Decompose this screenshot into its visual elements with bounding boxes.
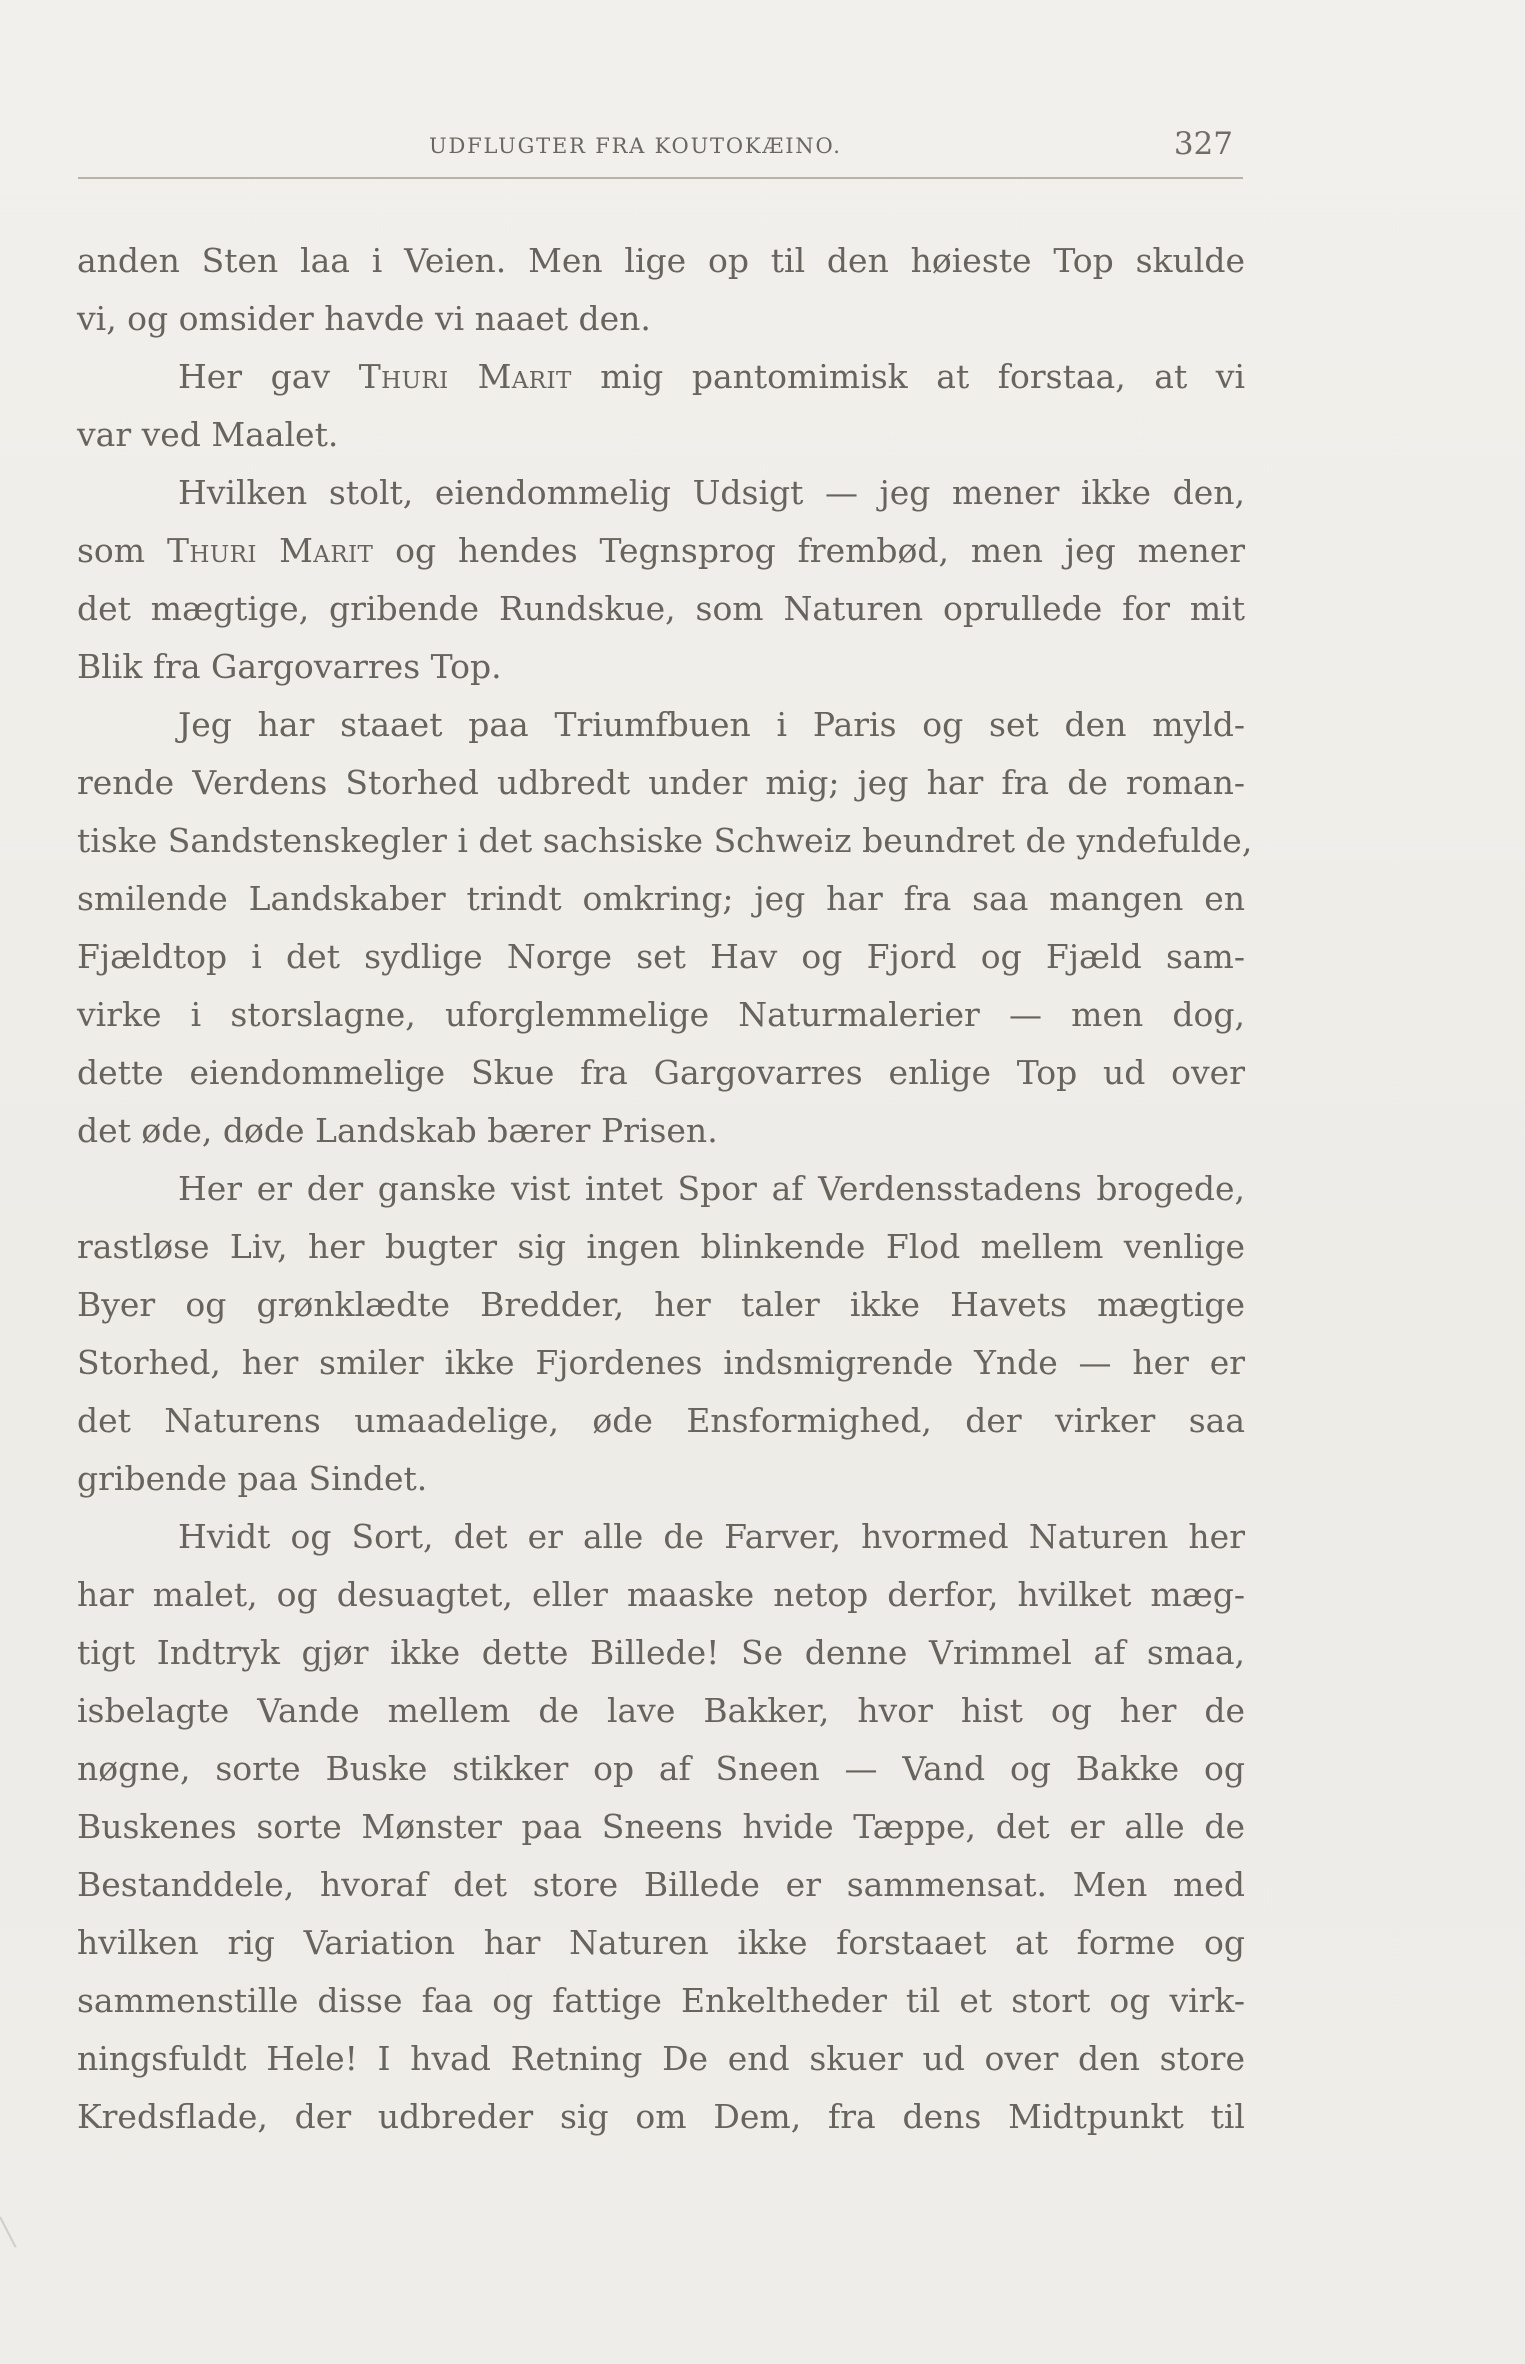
- text-line: Storhed, her smiler ikke Fjordenes indsmigrende Ynde — her er: [77, 1343, 1245, 1382]
- text-line: Hvidt og Sort, det er alle de Farver, hvormed Naturen her: [178, 1517, 1245, 1556]
- running-title: UDFLUGTER FRA KOUTOKÆINO.: [429, 134, 842, 158]
- text-line: Buskenes sorte Mønster paa Sneens hvide Tæppe, det er alle de: [77, 1807, 1245, 1846]
- text-line: tigt Indtryk gjør ikke dette Billede! Se denne Vrimmel af smaa,: [77, 1633, 1245, 1672]
- text-line: smilende Landskaber trindt omkring; jeg har fra saa mangen en: [77, 879, 1245, 918]
- text-line: tiske Sandstenskegler i det sachsiske Schweiz beundret de yndefulde,: [77, 821, 1253, 860]
- small-caps-name: Thuri Marit: [358, 357, 572, 396]
- text-line: har malet, og desuagtet, eller maaske netop derfor, hvilket mæg-: [77, 1575, 1245, 1614]
- text-line: Her er der ganske vist intet Spor af Verdensstadens brogede,: [178, 1169, 1245, 1208]
- body-text: [77, 232, 1253, 2146]
- text-line: Blik fra Gargovarres Top.: [77, 647, 502, 686]
- text-line: var ved Maalet.: [77, 415, 339, 454]
- text-line: sammenstille disse faa og fattige Enkeltheder til et stort og virk-: [77, 1981, 1245, 2020]
- text-line: ningsfuldt Hele! I hvad Retning De end skuer ud over den store: [77, 2039, 1245, 2078]
- text-line: Bestanddele, hvoraf det store Billede er sammensat. Men med: [77, 1865, 1245, 1904]
- page-corner-mark: ╲: [0, 2218, 16, 2248]
- text-line-part: som Thuri Marit og hendes Tegnsprog frembød, men jeg mener: [77, 531, 1245, 570]
- text-line: gribende paa Sindet.: [77, 1459, 428, 1498]
- text-line: isbelagte Vande mellem de lave Bakker, hvor hist og her de: [77, 1691, 1245, 1730]
- text-line: [77, 348, 1245, 406]
- text-line: vi, og omsider havde vi naaet den.: [77, 299, 651, 338]
- text-line: [77, 522, 1245, 580]
- text-line: rastløse Liv, her bugter sig ingen blinkende Flod mellem venlige: [77, 1227, 1245, 1266]
- text-line: rende Verdens Storhed udbredt under mig; jeg har fra de roman-: [77, 763, 1245, 802]
- text-line: Hvilken stolt, eiendommelig Udsigt — jeg mener ikke den,: [178, 473, 1245, 512]
- text-line: det Naturens umaadelige, øde Ensformighed, der virker saa: [77, 1401, 1245, 1440]
- small-caps-name: Thuri Marit: [166, 531, 374, 570]
- text-line: Fjældtop i det sydlige Norge set Hav og Fjord og Fjæld sam-: [77, 937, 1245, 976]
- text-line: anden Sten laa i Veien. Men lige op til den høieste Top skulde: [77, 241, 1245, 280]
- text-line: virke i storslagne, uforglemmelige Naturmalerier — men dog,: [77, 995, 1245, 1034]
- text-line: det øde, døde Landskab bærer Prisen.: [77, 1111, 718, 1150]
- text-line: dette eiendommelige Skue fra Gargovarres enlige Top ud over: [77, 1053, 1245, 1092]
- text-line-part: Her gav Thuri Marit mig pantomimisk at forstaa, at vi: [178, 357, 1245, 396]
- text-line: Jeg har staaet paa Triumfbuen i Paris og set den myld-: [178, 705, 1245, 744]
- page-number: 327: [1173, 126, 1233, 162]
- text-line: Kredsflade, der udbreder sig om Dem, fra dens Midtpunkt til: [77, 2097, 1245, 2136]
- header-rule: [78, 177, 1243, 179]
- text-line: det mægtige, gribende Rundskue, som Naturen oprullede for mit: [77, 589, 1245, 628]
- text-line: hvilken rig Variation har Naturen ikke forstaaet at forme og: [77, 1923, 1245, 1962]
- text-line: nøgne, sorte Buske stikker op af Sneen — Vand og Bakke og: [77, 1749, 1245, 1788]
- running-head: [78, 126, 1243, 172]
- text-line: Byer og grønklædte Bredder, her taler ikke Havets mægtige: [77, 1285, 1245, 1324]
